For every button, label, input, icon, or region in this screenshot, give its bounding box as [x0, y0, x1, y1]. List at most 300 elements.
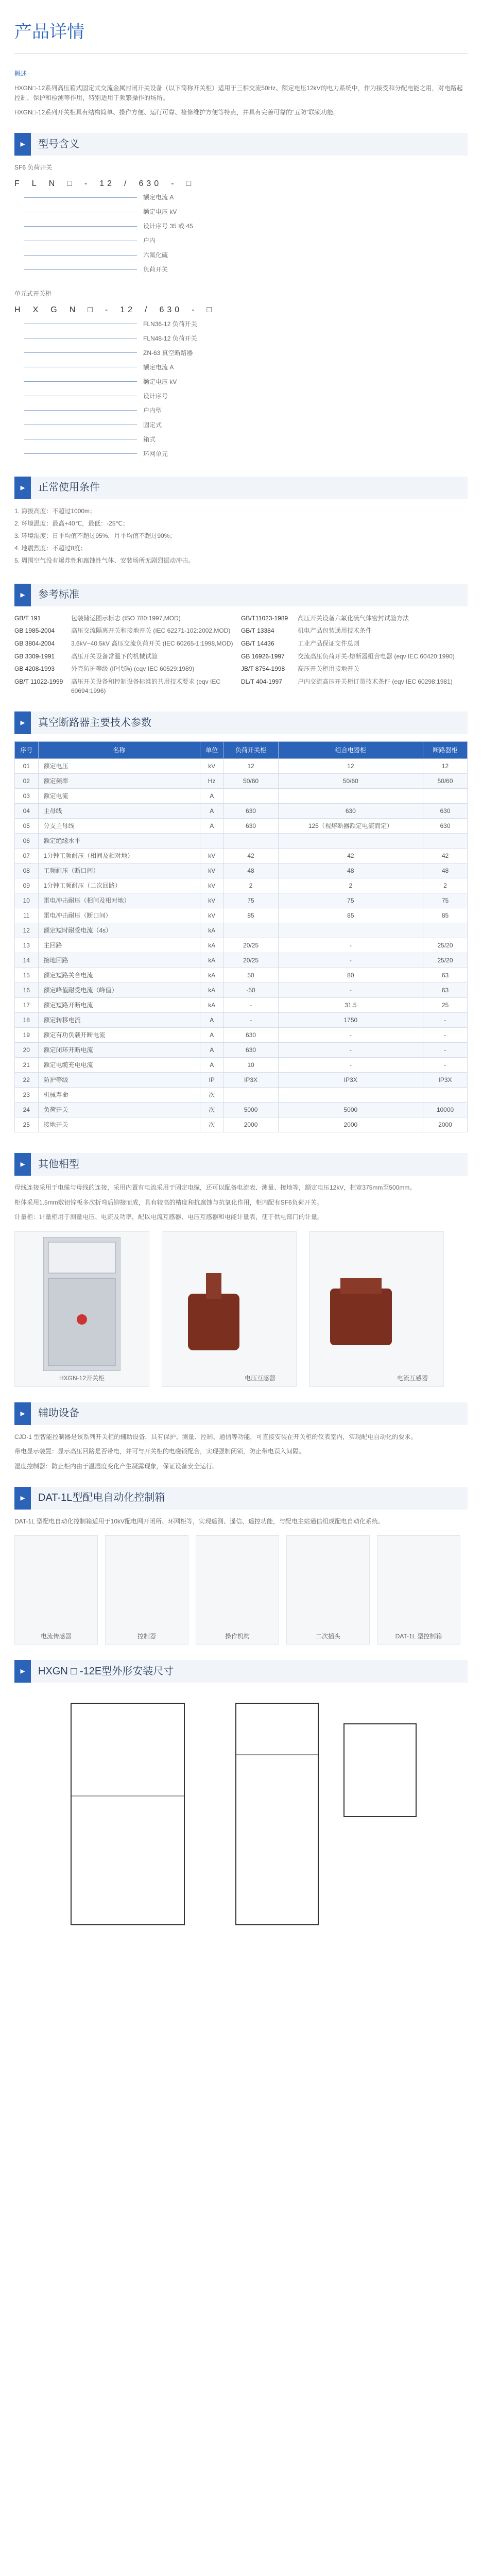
section-marker-icon: ▸: [14, 584, 31, 606]
standard-name: 高压开关设备常温下的机械试验: [71, 652, 158, 660]
section-other: [14, 1153, 468, 1176]
table-row: [15, 804, 468, 819]
table-cell: kV: [200, 908, 223, 923]
table-cell: 额定短路关合电流: [38, 968, 200, 983]
table-cell: IP3X: [423, 1073, 468, 1088]
table-cell: 12: [278, 759, 423, 774]
table-row: [15, 938, 468, 953]
table-cell: 2000: [423, 1117, 468, 1132]
table-cell: -50: [223, 983, 278, 998]
standard-code: GB 3309-1991: [14, 652, 55, 660]
table-row: [15, 1013, 468, 1028]
sensor-image: [14, 1535, 98, 1645]
standard-name: 交流高压负荷开关-熔断器组合电器 (eqv IEC 60420:1990): [298, 652, 455, 660]
table-cell: 20: [15, 1043, 39, 1058]
model-line: [24, 190, 468, 205]
table-cell: 630: [223, 804, 278, 819]
table-cell: [200, 834, 223, 849]
table-cell: [278, 923, 423, 938]
table-cell: 次: [200, 1088, 223, 1103]
model-letter: N: [48, 179, 58, 188]
table-cell: 06: [15, 834, 39, 849]
table-cell: 05: [15, 819, 39, 834]
standard-name: 包装储运图示标志 (ISO 780:1997,MOD): [71, 614, 181, 622]
model-letter: -: [105, 306, 111, 315]
standard-code: GB 16926-1997: [241, 652, 285, 660]
model-diagram-2: [14, 289, 468, 461]
model-letter: X: [32, 306, 42, 315]
section-marker-icon: ▸: [14, 711, 31, 734]
table-cell: 50: [223, 968, 278, 983]
model-line: [24, 205, 468, 219]
table-cell: 14: [15, 953, 39, 968]
section-aux: [14, 1402, 468, 1425]
params-header-row: [15, 742, 468, 759]
table-cell: 09: [15, 878, 39, 893]
section-title: HXGN □ -12E型外形安装尺寸: [38, 1665, 174, 1677]
overview-paragraph-1: HXGN□-12系列高压箱式固定式交流金属封闭开关设备（以下简称开关柜）适用于三相交流50Hz、额定电压12kV的电力系统中，作为接受和分配电能之用，对电路起控制、保护和检测等作用，特别适用于频繁操作的场所。: [14, 84, 463, 101]
condition-item: 5. 周围空气没有爆炸性和腐蚀性气体、安装场所无剧烈振动冲击。: [14, 556, 195, 564]
table-cell: kV: [200, 863, 223, 878]
table-cell: [278, 789, 423, 804]
table-cell: 18: [15, 1013, 39, 1028]
table-cell: 23: [15, 1088, 39, 1103]
table-cell: 15: [15, 968, 39, 983]
section-params: [14, 711, 468, 734]
table-cell: 25: [15, 1117, 39, 1132]
table-row: [15, 1073, 468, 1088]
model-line: [24, 447, 468, 461]
model-line: [24, 233, 468, 248]
image-caption: 电流传感器: [40, 1632, 72, 1640]
standard-code: GB/T11023-1989: [241, 614, 288, 622]
model-note-1: SF6 负荷开关: [14, 164, 53, 172]
section-title: 参考标准: [38, 589, 79, 601]
table-cell: kV: [200, 759, 223, 774]
table-cell: 20/25: [223, 938, 278, 953]
section-title: 辅助设备: [38, 1408, 79, 1419]
table-header-cell: 负荷开关柜: [223, 742, 278, 759]
table-cell: IP: [200, 1073, 223, 1088]
model-diagram-1: [14, 163, 468, 277]
table-row: [15, 908, 468, 923]
table-cell: 额定绝缘水平: [38, 834, 200, 849]
table-row: [15, 998, 468, 1013]
table-cell: -: [278, 1028, 423, 1043]
model-line-bar: [24, 410, 137, 411]
table-cell: -: [278, 953, 423, 968]
table-cell: -: [278, 1043, 423, 1058]
table-cell: 25: [423, 998, 468, 1013]
table-cell: A: [200, 1058, 223, 1073]
table-cell: -: [423, 1043, 468, 1058]
other-paragraph-3: 计量柜：计量柜用于测量电压、电流及功率，配以电流互感器、电压互感器和电能计量表，便于供电部门的计量。: [14, 1213, 324, 1221]
table-row: [15, 1088, 468, 1103]
image-caption: 操作机构: [225, 1632, 250, 1640]
table-cell: 11: [15, 908, 39, 923]
standard-code: GB/T 191: [14, 614, 41, 622]
table-cell: 接地开关: [38, 1117, 200, 1132]
section-title: DAT-1L型配电自动化控制箱: [38, 1492, 165, 1504]
section-marker-icon: ▸: [14, 1487, 31, 1510]
dimension-drawing: [14, 1693, 468, 1935]
standard-name: 高压开关设备六氟化硫气体密封试验方法: [298, 614, 409, 622]
table-cell: kA: [200, 953, 223, 968]
table-cell: 63: [423, 968, 468, 983]
table-cell: 10: [223, 1058, 278, 1073]
model-line-label: 设计序号 35 或 45: [143, 223, 193, 230]
table-cell: -: [423, 1058, 468, 1073]
section-marker-icon: ▸: [14, 1153, 31, 1176]
controller-image: [105, 1535, 188, 1645]
model-line: [24, 248, 468, 262]
table-cell: 次: [200, 1117, 223, 1132]
model-line: [24, 317, 468, 331]
standard-code: GB 1985-2004: [14, 627, 55, 635]
table-cell: 10000: [423, 1103, 468, 1117]
table-cell: 接地回路: [38, 953, 200, 968]
table-cell: -: [423, 1028, 468, 1043]
table-cell: [278, 834, 423, 849]
table-cell: 1分钟工频耐压（二次回路）: [38, 878, 200, 893]
model-line: [24, 346, 468, 360]
image-caption: 电流互感器: [397, 1375, 428, 1382]
model-line-label: 负荷开关: [143, 266, 168, 274]
table-cell: 75: [423, 893, 468, 908]
condition-item: 2. 环境温度：最高+40℃，最低：-25℃；: [14, 519, 129, 527]
table-cell: IP3X: [278, 1073, 423, 1088]
table-cell: 额定转移电流: [38, 1013, 200, 1028]
table-cell: 雷电冲击耐压（断口间）: [38, 908, 200, 923]
section-marker-icon: ▸: [14, 477, 31, 499]
control-box-image: [377, 1535, 460, 1645]
table-cell: 12: [15, 923, 39, 938]
table-cell: 机械寿命: [38, 1088, 200, 1103]
section-conditions: [14, 477, 468, 499]
table-cell: 额定闭环开断电流: [38, 1043, 200, 1058]
table-row: [15, 789, 468, 804]
image-caption: 控制器: [137, 1632, 156, 1640]
condition-item: 4. 地震烈度：不超过8度；: [14, 544, 87, 552]
table-header-cell: 单位: [200, 742, 223, 759]
table-cell: 5000: [223, 1103, 278, 1117]
table-cell: 20/25: [223, 953, 278, 968]
model-letter: /: [145, 306, 150, 315]
params-body: [15, 759, 468, 1132]
table-cell: 125（视熔断器额定电流而定）: [278, 819, 423, 834]
model-line-bar: [24, 197, 137, 198]
table-cell: 工频耐压（断口间）: [38, 863, 200, 878]
section-standards: [14, 584, 468, 606]
standard-name: 户内交流高压开关柜订货技术条件 (eqv IEC 60298:1981): [298, 677, 453, 685]
model-line-bar: [24, 226, 137, 227]
standard-name: 机电产品包装通用技术条件: [298, 627, 372, 635]
table-cell: [423, 789, 468, 804]
model-letters-2: [14, 304, 468, 317]
table-row: [15, 759, 468, 774]
table-cell: kV: [200, 893, 223, 908]
table-row: [15, 1058, 468, 1073]
model-letter: -: [192, 306, 198, 315]
table-cell: 42: [278, 849, 423, 863]
standard-code: DL/T 404-1997: [241, 677, 282, 685]
table-cell: kA: [200, 923, 223, 938]
model-line-label: 六氟化硫: [143, 251, 168, 259]
model-letter: -: [171, 179, 177, 188]
table-cell: 额定频率: [38, 774, 200, 789]
title-divider: [14, 53, 468, 54]
table-cell: 2000: [278, 1117, 423, 1132]
table-cell: 分支主母线: [38, 819, 200, 834]
table-cell: kA: [200, 998, 223, 1013]
table-cell: 额定电缆充电电流: [38, 1058, 200, 1073]
table-cell: kV: [200, 878, 223, 893]
current-transformer-image: [309, 1231, 444, 1387]
table-cell: 01: [15, 759, 39, 774]
model-line-bar: [24, 352, 137, 353]
table-cell: -: [278, 938, 423, 953]
table-cell: 额定短路开断电流: [38, 998, 200, 1013]
standards-grid: [14, 614, 468, 696]
table-cell: 42: [223, 849, 278, 863]
standard-name: 3.6kV~40.5kV 高压交流负荷开关 (IEC 60265-1:1998,MOD): [71, 640, 233, 648]
table-row: [15, 1028, 468, 1043]
table-cell: 630: [223, 1028, 278, 1043]
standard-code: JB/T 8754-1998: [241, 665, 285, 673]
model-line: [24, 389, 468, 403]
model-line-bar: [24, 255, 137, 256]
plug-image: [286, 1535, 370, 1645]
table-cell: -: [223, 998, 278, 1013]
model-line-label: 户内型: [143, 406, 162, 414]
mechanism-image: [196, 1535, 279, 1645]
table-cell: 42: [423, 849, 468, 863]
table-cell: 次: [200, 1103, 223, 1117]
model-line-label: 额定电流 A: [143, 363, 174, 371]
table-row: [15, 863, 468, 878]
table-cell: Hz: [200, 774, 223, 789]
table-cell: kA: [200, 983, 223, 998]
table-cell: -: [278, 983, 423, 998]
model-line-bar: [24, 453, 137, 454]
model-line-label: 额定电压 kV: [143, 208, 177, 216]
model-line: [24, 219, 468, 233]
section-dat: [14, 1487, 468, 1510]
table-cell: 主回路: [38, 938, 200, 953]
model-line: [24, 360, 468, 375]
table-row: [15, 893, 468, 908]
table-cell: 额定短时耐受电流（4s）: [38, 923, 200, 938]
table-cell: 50/60: [278, 774, 423, 789]
table-cell: A: [200, 819, 223, 834]
table-row: [15, 968, 468, 983]
table-cell: 2: [278, 878, 423, 893]
model-letter: □: [186, 179, 195, 188]
table-cell: 19: [15, 1028, 39, 1043]
table-cell: 630: [223, 1043, 278, 1058]
table-cell: IP3X: [223, 1073, 278, 1088]
table-cell: -: [278, 1058, 423, 1073]
standard-code: GB 4208-1993: [14, 665, 55, 673]
standard-name: 高压开关设备和控制设备标准的共用技术要求 (eqv IEC 60694:1996): [71, 677, 221, 695]
overview-paragraph-2: HXGN□-12系列开关柜具有结构简单、操作方便、运行可靠、检修维护方便等特点，并具有完善可靠的“五防”联锁功能。: [14, 109, 340, 116]
table-cell: A: [200, 1028, 223, 1043]
table-cell: 04: [15, 804, 39, 819]
standard-code: GB 3804-2004: [14, 640, 55, 648]
table-header-cell: 名称: [38, 742, 200, 759]
model-line: [24, 262, 468, 277]
table-row: [15, 983, 468, 998]
table-cell: 85: [223, 908, 278, 923]
table-cell: 50/60: [423, 774, 468, 789]
table-cell: 630: [423, 819, 468, 834]
table-cell: 02: [15, 774, 39, 789]
condition-item: 1. 海拔高度：不超过1000m；: [14, 507, 96, 515]
table-cell: 85: [423, 908, 468, 923]
standard-name: 外壳防护等级 (IP代码) (eqv IEC 60529:1989): [71, 665, 195, 673]
table-cell: [278, 1088, 423, 1103]
table-row: [15, 834, 468, 849]
model-letter: L: [31, 179, 40, 188]
model-letter: -: [84, 179, 91, 188]
aux-paragraph-3: 湿度控制器：防止柜内由于温湿度变化产生凝露现象，保证设备安全运行。: [14, 1462, 219, 1470]
model-lines-2: [24, 317, 468, 461]
table-header-cell: 序号: [15, 742, 39, 759]
switchgear-illustration: [43, 1237, 120, 1371]
model-letter: □: [206, 306, 215, 315]
dat-images: [14, 1535, 468, 1645]
model-line-label: 环网单元: [143, 450, 168, 457]
table-cell: 额定有功负载开断电流: [38, 1028, 200, 1043]
image-caption: HXGN-12开关柜: [59, 1375, 105, 1382]
model-letter: 630: [159, 306, 183, 315]
model-letter: N: [69, 306, 79, 315]
table-cell: 48: [423, 863, 468, 878]
table-cell: 13: [15, 938, 39, 953]
section-title: 型号含义: [38, 138, 79, 150]
table-cell: A: [200, 1013, 223, 1028]
table-cell: -: [223, 1013, 278, 1028]
table-cell: 22: [15, 1073, 39, 1088]
model-line: [24, 418, 468, 432]
table-cell: A: [200, 789, 223, 804]
table-row: [15, 923, 468, 938]
section-title: 其他相型: [38, 1158, 79, 1170]
table-cell: 10: [15, 893, 39, 908]
section-dims: [14, 1660, 468, 1683]
model-line-label: FLN36-12 负荷开关: [143, 320, 197, 328]
table-row: [15, 1103, 468, 1117]
table-row: [15, 1043, 468, 1058]
table-cell: 21: [15, 1058, 39, 1073]
table-header-cell: 断路器柜: [423, 742, 468, 759]
table-cell: 额定峰值耐受电流（峰值）: [38, 983, 200, 998]
model-line-bar: [24, 381, 137, 382]
table-cell: 1750: [278, 1013, 423, 1028]
model-letter: □: [88, 306, 96, 315]
table-cell: [223, 923, 278, 938]
standard-name: 高压交流隔离开关和接地开关 (IEC 62271-102:2002,MOD): [71, 627, 231, 635]
table-cell: [423, 1088, 468, 1103]
other-paragraph-2: 柜体采用1.5mm敷铝锌板多次折弯后铆接而成，具有较高的精度和抗腐蚀与抗氧化作用，柜内配有SF6负荷开关。: [14, 1198, 323, 1206]
table-cell: 雷电冲击耐压（相间及相对地）: [38, 893, 200, 908]
table-cell: 63: [423, 983, 468, 998]
table-cell: [223, 834, 278, 849]
dat-paragraph-1: DAT-1L 型配电自动化控制箱适用于10kV配电网开闭所、环网柜等，实现遥测、遥信、遥控功能，与配电主站通信组成配电自动化系统。: [14, 1517, 385, 1525]
other-paragraph-1: 母线连接采用于电缆与母线的连接，采用内置有电流采用于固定电缆，还可以配备电流表、测量、接地等，额定电压12kV，柜宽375mm至500mm。: [14, 1184, 416, 1191]
section-marker-icon: ▸: [14, 1660, 31, 1683]
other-images: [14, 1231, 468, 1387]
model-letters-1: [14, 178, 468, 191]
overview-label: 概述: [14, 70, 27, 77]
params-table: [14, 741, 468, 1132]
model-line-label: 固定式: [143, 421, 162, 429]
table-cell: 07: [15, 849, 39, 863]
table-cell: [423, 923, 468, 938]
table-cell: 48: [278, 863, 423, 878]
model-letter: □: [67, 179, 75, 188]
switchgear-image: [14, 1231, 149, 1387]
aux-paragraph-2: 带电显示装置：显示高压回路是否带电，并可与开关柜的电磁锁配合，实现强制闭锁，防止带电误入间隔。: [14, 1448, 305, 1455]
table-cell: 50/60: [223, 774, 278, 789]
model-note-2: 单元式开关柜: [14, 290, 52, 298]
conditions-list: [14, 506, 468, 568]
section-marker-icon: ▸: [14, 1402, 31, 1425]
table-cell: 630: [278, 804, 423, 819]
table-cell: kV: [200, 849, 223, 863]
model-line: [24, 432, 468, 447]
table-row: [15, 1117, 468, 1132]
table-cell: 12: [223, 759, 278, 774]
model-letter: /: [124, 179, 130, 188]
table-cell: -: [423, 1013, 468, 1028]
model-letter: F: [14, 179, 23, 188]
table-cell: 防护等级: [38, 1073, 200, 1088]
image-caption: 电压互感器: [244, 1375, 276, 1382]
standard-code: GB/T 14436: [241, 640, 274, 648]
page-title: 产品详情: [14, 22, 84, 42]
table-cell: [223, 1088, 278, 1103]
model-line-label: 户内: [143, 237, 156, 245]
standard-code: GB/T 13384: [241, 627, 274, 635]
transformer-illustration: [325, 1278, 397, 1350]
table-header-cell: 组合电器柜: [278, 742, 423, 759]
model-line-bar: [24, 269, 137, 270]
dimension-drawing-svg: [14, 1693, 468, 1935]
table-cell: 负荷开关: [38, 1103, 200, 1117]
standard-name: 工业产品保证文件总则: [298, 640, 360, 648]
table-cell: 2: [423, 878, 468, 893]
table-cell: kA: [200, 938, 223, 953]
table-cell: A: [200, 1043, 223, 1058]
model-line: [24, 375, 468, 389]
table-cell: [223, 789, 278, 804]
model-line: [24, 403, 468, 418]
table-cell: 31.5: [278, 998, 423, 1013]
table-cell: 25/20: [423, 938, 468, 953]
table-cell: 额定电压: [38, 759, 200, 774]
table-cell: 75: [223, 893, 278, 908]
table-cell: 80: [278, 968, 423, 983]
model-letter: 12: [99, 179, 115, 188]
table-cell: 额定电流: [38, 789, 200, 804]
standard-code: GB/T 11022-1999: [14, 677, 63, 685]
table-cell: kA: [200, 968, 223, 983]
section-marker-icon: ▸: [14, 133, 31, 156]
table-cell: [423, 834, 468, 849]
table-cell: 48: [223, 863, 278, 878]
table-cell: 5000: [278, 1103, 423, 1117]
